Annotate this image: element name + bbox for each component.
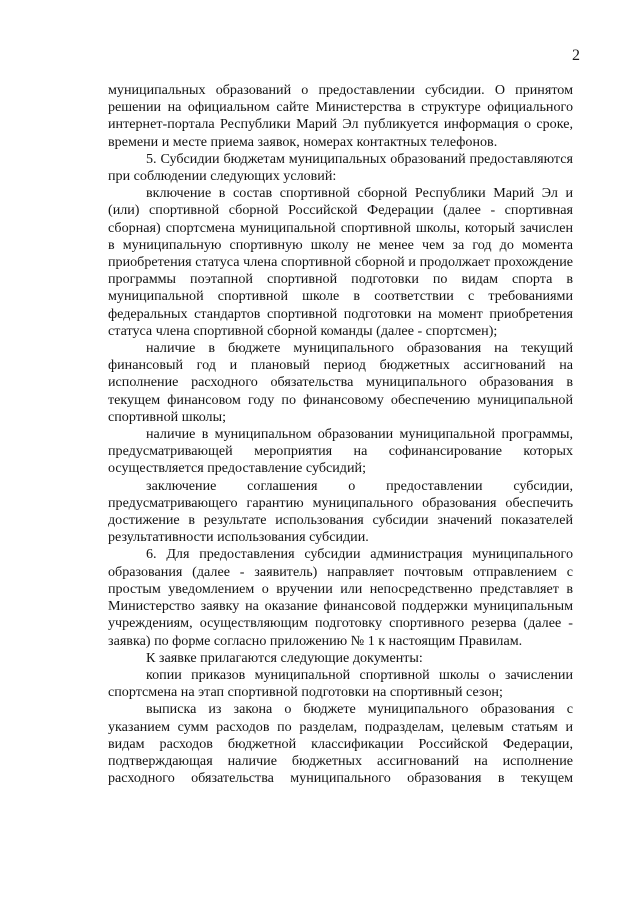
- paragraph-item-5: 5. Субсидии бюджетам муниципальных образований предоставляются при соблюдении следующих условий:: [108, 150, 573, 185]
- paragraph-condition-2: наличие в бюджете муниципального образования на текущий финансовый год и плановый период бюджетных ассигнований на исполнение расходного обязательства муниципального образования в текущем финансовом году по финансовому обеспечению муниципальной спортивной школы;: [108, 340, 573, 425]
- paragraph-documents-intro: К заявке прилагаются следующие документы:: [146, 649, 423, 666]
- paragraph-condition-4: заключение соглашения о предоставлении субсидии, предусматривающего гарантию муниципального образования обеспечить достижение в результате использования субсидии значений показателей результативности использования субсидии.: [108, 477, 573, 546]
- paragraph-condition-3: наличие в муниципальном образовании муниципальной программы, предусматривающей мероприятия на софинансирование которых осуществляется предоставление субсидий;: [108, 426, 573, 477]
- paragraph-item-6: 6. Для предоставления субсидии администрация муниципального образования (далее - заявитель) направляет почтовым отправлением с простым уведомлением о вручении или непосредственно представляет в Министерство заявку на оказание финансовой поддержки муниципальным учреждениям, осуществляющим подготовку спортивного резерва (далее - заявка) по форме согласно приложению № 1 к настоящим Правилам.: [108, 546, 573, 649]
- page-number: 2: [572, 47, 580, 64]
- paragraph-condition-1: включение в состав спортивной сборной Республики Марий Эл и (или) спортивной сборной Российской Федерации (далее - спортивная сборная) спортсмена муниципальной спортивной школы, который зачислен в муниципальную спортивную школу не менее чем за год до момента приобретения статуса члена спортивной сборной и продолжает прохождение программы поэтапной спортивной подготовки по видам спорта в муниципальной спортивной школе в соответствии с требованиями федеральных стандартов спортивной подготовки на момент приобретения статуса члена спортивной сборной команды (далее - спортсмен);: [108, 185, 573, 339]
- paragraph-document-2: выписка из закона о бюджете муниципального образования с указанием сумм расходов по разделам, подразделам, целевым статьям и видам расходов бюджетной классификации Российской Федерации, подтверждающая наличие бюджетных ассигнований на исполнение расходного обязательства муниципального образования в текущем: [108, 701, 573, 787]
- paragraph-continuation: муниципальных образований о предоставлении субсидии. О принятом решении на официальном сайте Министерства в структуре официального интернет-портала Республики Марий Эл публикуется информация о сроке, времени и месте приема заявок, номерах контактных телефонов.: [108, 82, 573, 150]
- paragraph-document-1: копии приказов муниципальной спортивной школы о зачислении спортсмена на этап спортивной подготовки на спортивный сезон;: [108, 666, 573, 701]
- body-text: [108, 82, 573, 787]
